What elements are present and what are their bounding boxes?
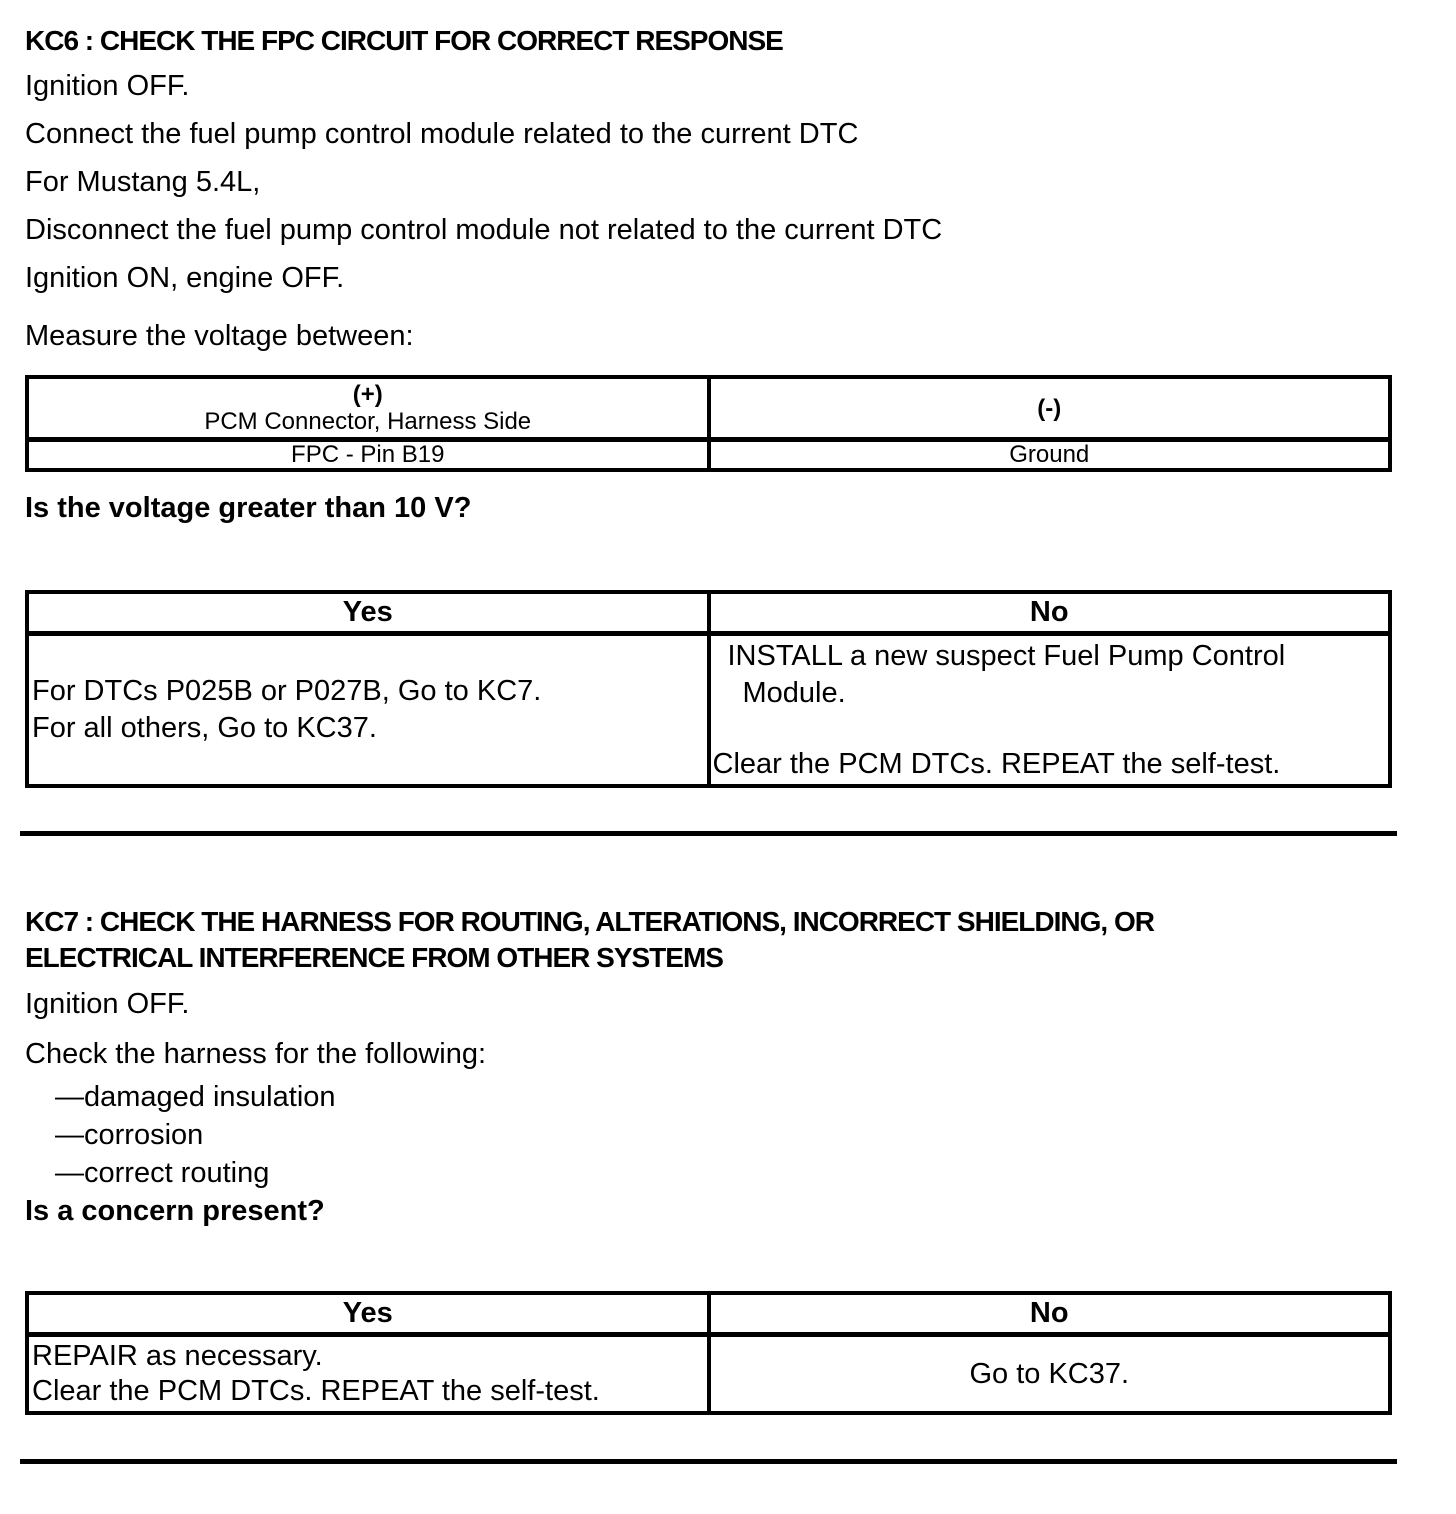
decision-header-row bbox=[27, 1293, 1390, 1335]
section-kc6 bbox=[25, 24, 1456, 836]
positive-label: PCM Connector, Harness Side bbox=[204, 408, 532, 435]
yes-instruction: REPAIR as necessary. bbox=[32, 1340, 323, 1372]
negative-sign: (-) bbox=[1037, 394, 1062, 422]
step-line: Disconnect the fuel pump control module not related to the current DTC bbox=[25, 214, 943, 246]
kc6-question: Is the voltage greater than 10 V? bbox=[25, 492, 472, 524]
no-instruction: INSTALL a new suspect Fuel Pump Control Module. bbox=[727, 640, 1286, 709]
measure-header-row bbox=[27, 377, 1390, 440]
kc7-heading bbox=[25, 904, 1456, 976]
checklist-item: —damaged insulation bbox=[55, 1081, 336, 1113]
kc7-steps bbox=[25, 980, 1456, 1078]
no-header-cell: No bbox=[709, 592, 1391, 634]
kc7-heading-line1: KC7 : CHECK THE HARNESS FOR ROUTING, ALTERATIONS, INCORRECT SHIELDING, OR bbox=[25, 906, 1154, 937]
measure-positive-header bbox=[27, 377, 709, 440]
kc6-steps bbox=[25, 62, 1456, 302]
yes-instruction: Clear the PCM DTCs. REPEAT the self-test. bbox=[32, 1375, 600, 1407]
step-line: Ignition OFF. bbox=[25, 70, 190, 102]
kc7-decision-table bbox=[25, 1291, 1392, 1415]
measure-negative-pin: Ground bbox=[709, 440, 1391, 471]
decision-header-row bbox=[27, 592, 1390, 634]
step-line: For Mustang 5.4L, bbox=[25, 166, 261, 198]
step-line: Connect the fuel pump control module related to the current DTC bbox=[25, 118, 859, 150]
section-divider bbox=[20, 831, 1397, 836]
decision-body-row bbox=[27, 1335, 1390, 1414]
step-line: Ignition OFF. bbox=[25, 988, 190, 1020]
measure-data-row bbox=[27, 440, 1390, 471]
yes-instruction: For all others, Go to KC37. bbox=[32, 712, 377, 744]
voltage-measure-table bbox=[25, 375, 1392, 472]
yes-instruction: For DTCs P025B or P027B, Go to KC7. bbox=[32, 675, 542, 707]
kc6-heading: KC6 : CHECK THE FPC CIRCUIT FOR CORRECT RESPONSE bbox=[25, 25, 783, 56]
checklist-item: —corrosion bbox=[55, 1119, 204, 1151]
decision-body-row bbox=[27, 634, 1390, 787]
kc6-no-cell bbox=[709, 634, 1391, 787]
section-kc7 bbox=[25, 904, 1456, 1464]
checklist-item: —correct routing bbox=[55, 1157, 270, 1189]
measure-positive-pin: FPC - Pin B19 bbox=[27, 440, 709, 471]
measure-negative-header bbox=[709, 377, 1391, 440]
yes-header-cell: Yes bbox=[27, 1293, 709, 1335]
kc7-yes-cell bbox=[27, 1335, 709, 1414]
positive-sign: (+) bbox=[352, 381, 383, 408]
harness-checklist bbox=[25, 1078, 1456, 1192]
step-line: Check the harness for the following: bbox=[25, 1038, 487, 1070]
kc7-no-cell: Go to KC37. bbox=[709, 1335, 1391, 1414]
kc6-decision-table bbox=[25, 590, 1392, 788]
section-divider bbox=[20, 1459, 1397, 1464]
no-header-cell: No bbox=[709, 1293, 1391, 1335]
measure-intro: Measure the voltage between: bbox=[25, 320, 414, 352]
no-instruction: Clear the PCM DTCs. REPEAT the self-test. bbox=[712, 748, 1281, 780]
kc6-yes-cell bbox=[27, 634, 709, 787]
kc7-question: Is a concern present? bbox=[25, 1195, 325, 1227]
kc7-heading-line2: ELECTRICAL INTERFERENCE FROM OTHER SYSTEMS bbox=[25, 942, 723, 973]
yes-header-cell: Yes bbox=[27, 592, 709, 634]
no-cell-content bbox=[711, 636, 1389, 784]
step-line: Ignition ON, engine OFF. bbox=[25, 262, 345, 294]
